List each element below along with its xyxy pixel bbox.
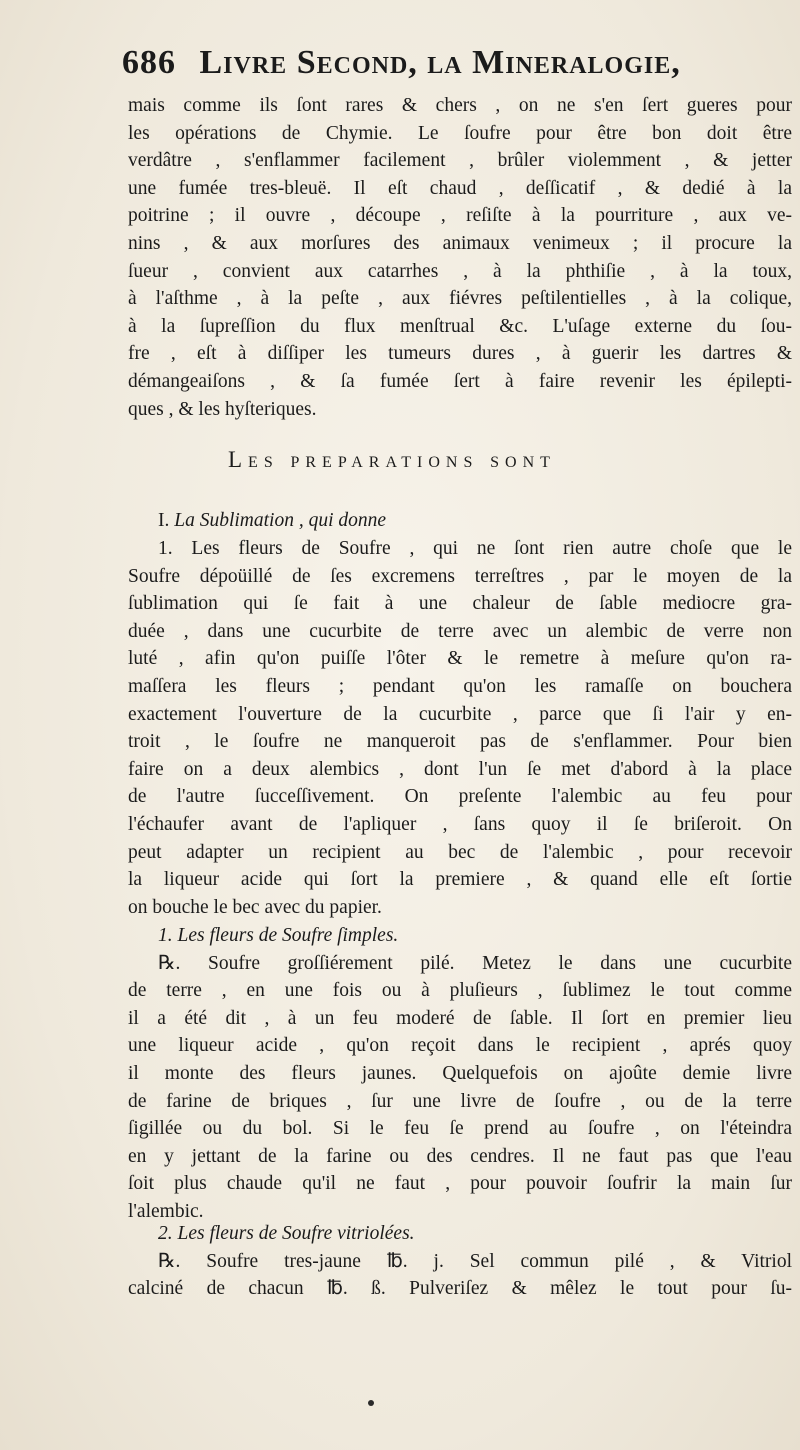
text-line: ſublimation qui ſe fait à une chaleur de ſable mediocre gra- xyxy=(128,593,792,615)
text-line: exactement l'ouverture de la cucurbite , parce que ſi l'air y en- xyxy=(128,703,792,725)
text-line: nins , & aux morſures des animaux venimeux ; il procure la xyxy=(128,232,792,254)
text-line: il monte des fleurs jaunes. Quelquefois on ajoûte demie livre xyxy=(128,1062,792,1084)
text-line: ſueur , convient aux catarrhes , à la phthiſie , à la toux, xyxy=(128,260,792,282)
text-line: l'échaufer avant de l'apliquer , ſans quoy il ſe briſeroit. On xyxy=(128,813,792,835)
printer-mark-dot xyxy=(368,1400,374,1406)
intro-paragraph xyxy=(128,92,792,423)
text-line: troit , le ſoufre ne manqueroit pas de s'enflammer. Pour bien xyxy=(128,731,792,753)
text-line: fre , eſt à diſſiper les tumeurs dures , à guerir les dartres & xyxy=(128,343,792,365)
text-line: la liqueur acide qui ſort la premiere , & quand elle eſt ſortie xyxy=(128,869,792,891)
text-line: luté , afin qu'on puiſſe l'ôter & le remetre à meſure qu'on ra- xyxy=(128,648,792,670)
text-line: poitrine ; il ouvre , découpe , reſiſte à la pourriture , aux ve- xyxy=(128,205,792,227)
text-line: Soufre dépoüillé de ſes excremens terreſtres , par le moyen de la xyxy=(128,565,792,587)
section-heading: Les preparations sont xyxy=(228,447,556,472)
text-line: les opérations de Chymie. Le ſoufre pour être bon doit être xyxy=(128,122,792,144)
text-line: faire on a deux alembics , dont l'un ſe met d'abord à la place xyxy=(128,758,792,780)
text-line: de terre , en une fois ou à pluſieurs , ſublimez le tout comme xyxy=(128,980,792,1002)
text-line: à l'aſthme , à la peſte , aux fiévres peſtilentielles , à la colique, xyxy=(128,288,792,310)
running-title: Livre Second, la Mineralogie, xyxy=(199,44,681,81)
text-line: l'alembic. xyxy=(128,1200,204,1222)
recipe-title: 2. Les fleurs de Soufre vitriolées. xyxy=(158,1223,415,1244)
text-line: on bouche le bec avec du papier. xyxy=(128,896,382,918)
text-line: ℞. Soufre tres-jaune ℔. j. Sel commun pilé , & Vitriol xyxy=(158,1250,792,1272)
text-line: ℞. Soufre groſſiérement pilé. Metez le dans une cucurbite xyxy=(158,952,792,974)
paragraph-fleurs-de-soufre xyxy=(128,535,792,921)
text-line: il a été dit , à un feu moderé de ſable. Il ſort en premier lieu xyxy=(128,1007,792,1029)
text-line: ſigillée ou du bol. Si le feu ſe prend au ſoufre , on l'éteindra xyxy=(128,1118,792,1140)
subsection-title xyxy=(128,507,792,535)
recipe-title: 1. Les fleurs de Soufre ſimples. xyxy=(158,925,399,946)
text-line: ſoit plus chaude qu'il ne faut , pour pouvoir ſoufrir la main ſur xyxy=(128,1173,792,1195)
text-line: calciné de chacun ℔. ß. Pulveriſez & mêlez le tout pour ſu- xyxy=(128,1278,792,1300)
page-number: 686 xyxy=(122,44,176,81)
text-line: 1. Les fleurs de Soufre , qui ne ſont rien autre choſe que le xyxy=(158,538,792,559)
text-line: une liqueur acide , qu'on reçoit dans le recipient , aprés quoy xyxy=(128,1035,792,1057)
recipe-1 xyxy=(128,922,792,1226)
text-line: en y jettant de la farine ou des cendres. Il ne faut pas que l'eau xyxy=(128,1145,792,1167)
text-line: à la ſupreſſion du flux menſtrual &c. L'uſage externe du ſou- xyxy=(128,315,792,337)
text-line: de farine de briques , ſur une livre de ſoufre , ou de la terre xyxy=(128,1090,792,1112)
running-header xyxy=(122,44,752,94)
text-line: une fumée tres-bleuë. Il eſt chaud , deſſicatif , & dedié à la xyxy=(128,177,792,199)
text-line: mais comme ils ſont rares & chers , on ne s'en ſert gueres pour xyxy=(128,95,792,116)
text-line: de l'autre ſucceſſivement. On preſente l'alembic au feu pour xyxy=(128,786,792,808)
recipe-2 xyxy=(128,1220,792,1303)
text-line: verdâtre , s'enflammer facilement , brûler violemment , & jetter xyxy=(128,150,792,172)
text-line: duée , dans une cucurbite de terre avec un alembic de verre non xyxy=(128,620,792,642)
subsection-number: I. xyxy=(158,510,170,531)
text-line: peut adapter un recipient au bec de l'alembic , pour recevoir xyxy=(128,841,792,863)
subsection-text: La Sublimation , qui donne xyxy=(174,510,387,531)
text-line: ques , & les hyſteriques. xyxy=(128,398,317,420)
text-line: maſſera les fleurs ; pendant qu'on les ramaſſe on bouchera xyxy=(128,675,792,697)
text-line: démangeaiſons , & ſa fumée ſert à faire revenir les épilepti- xyxy=(128,370,792,392)
subsection-line xyxy=(128,507,792,535)
